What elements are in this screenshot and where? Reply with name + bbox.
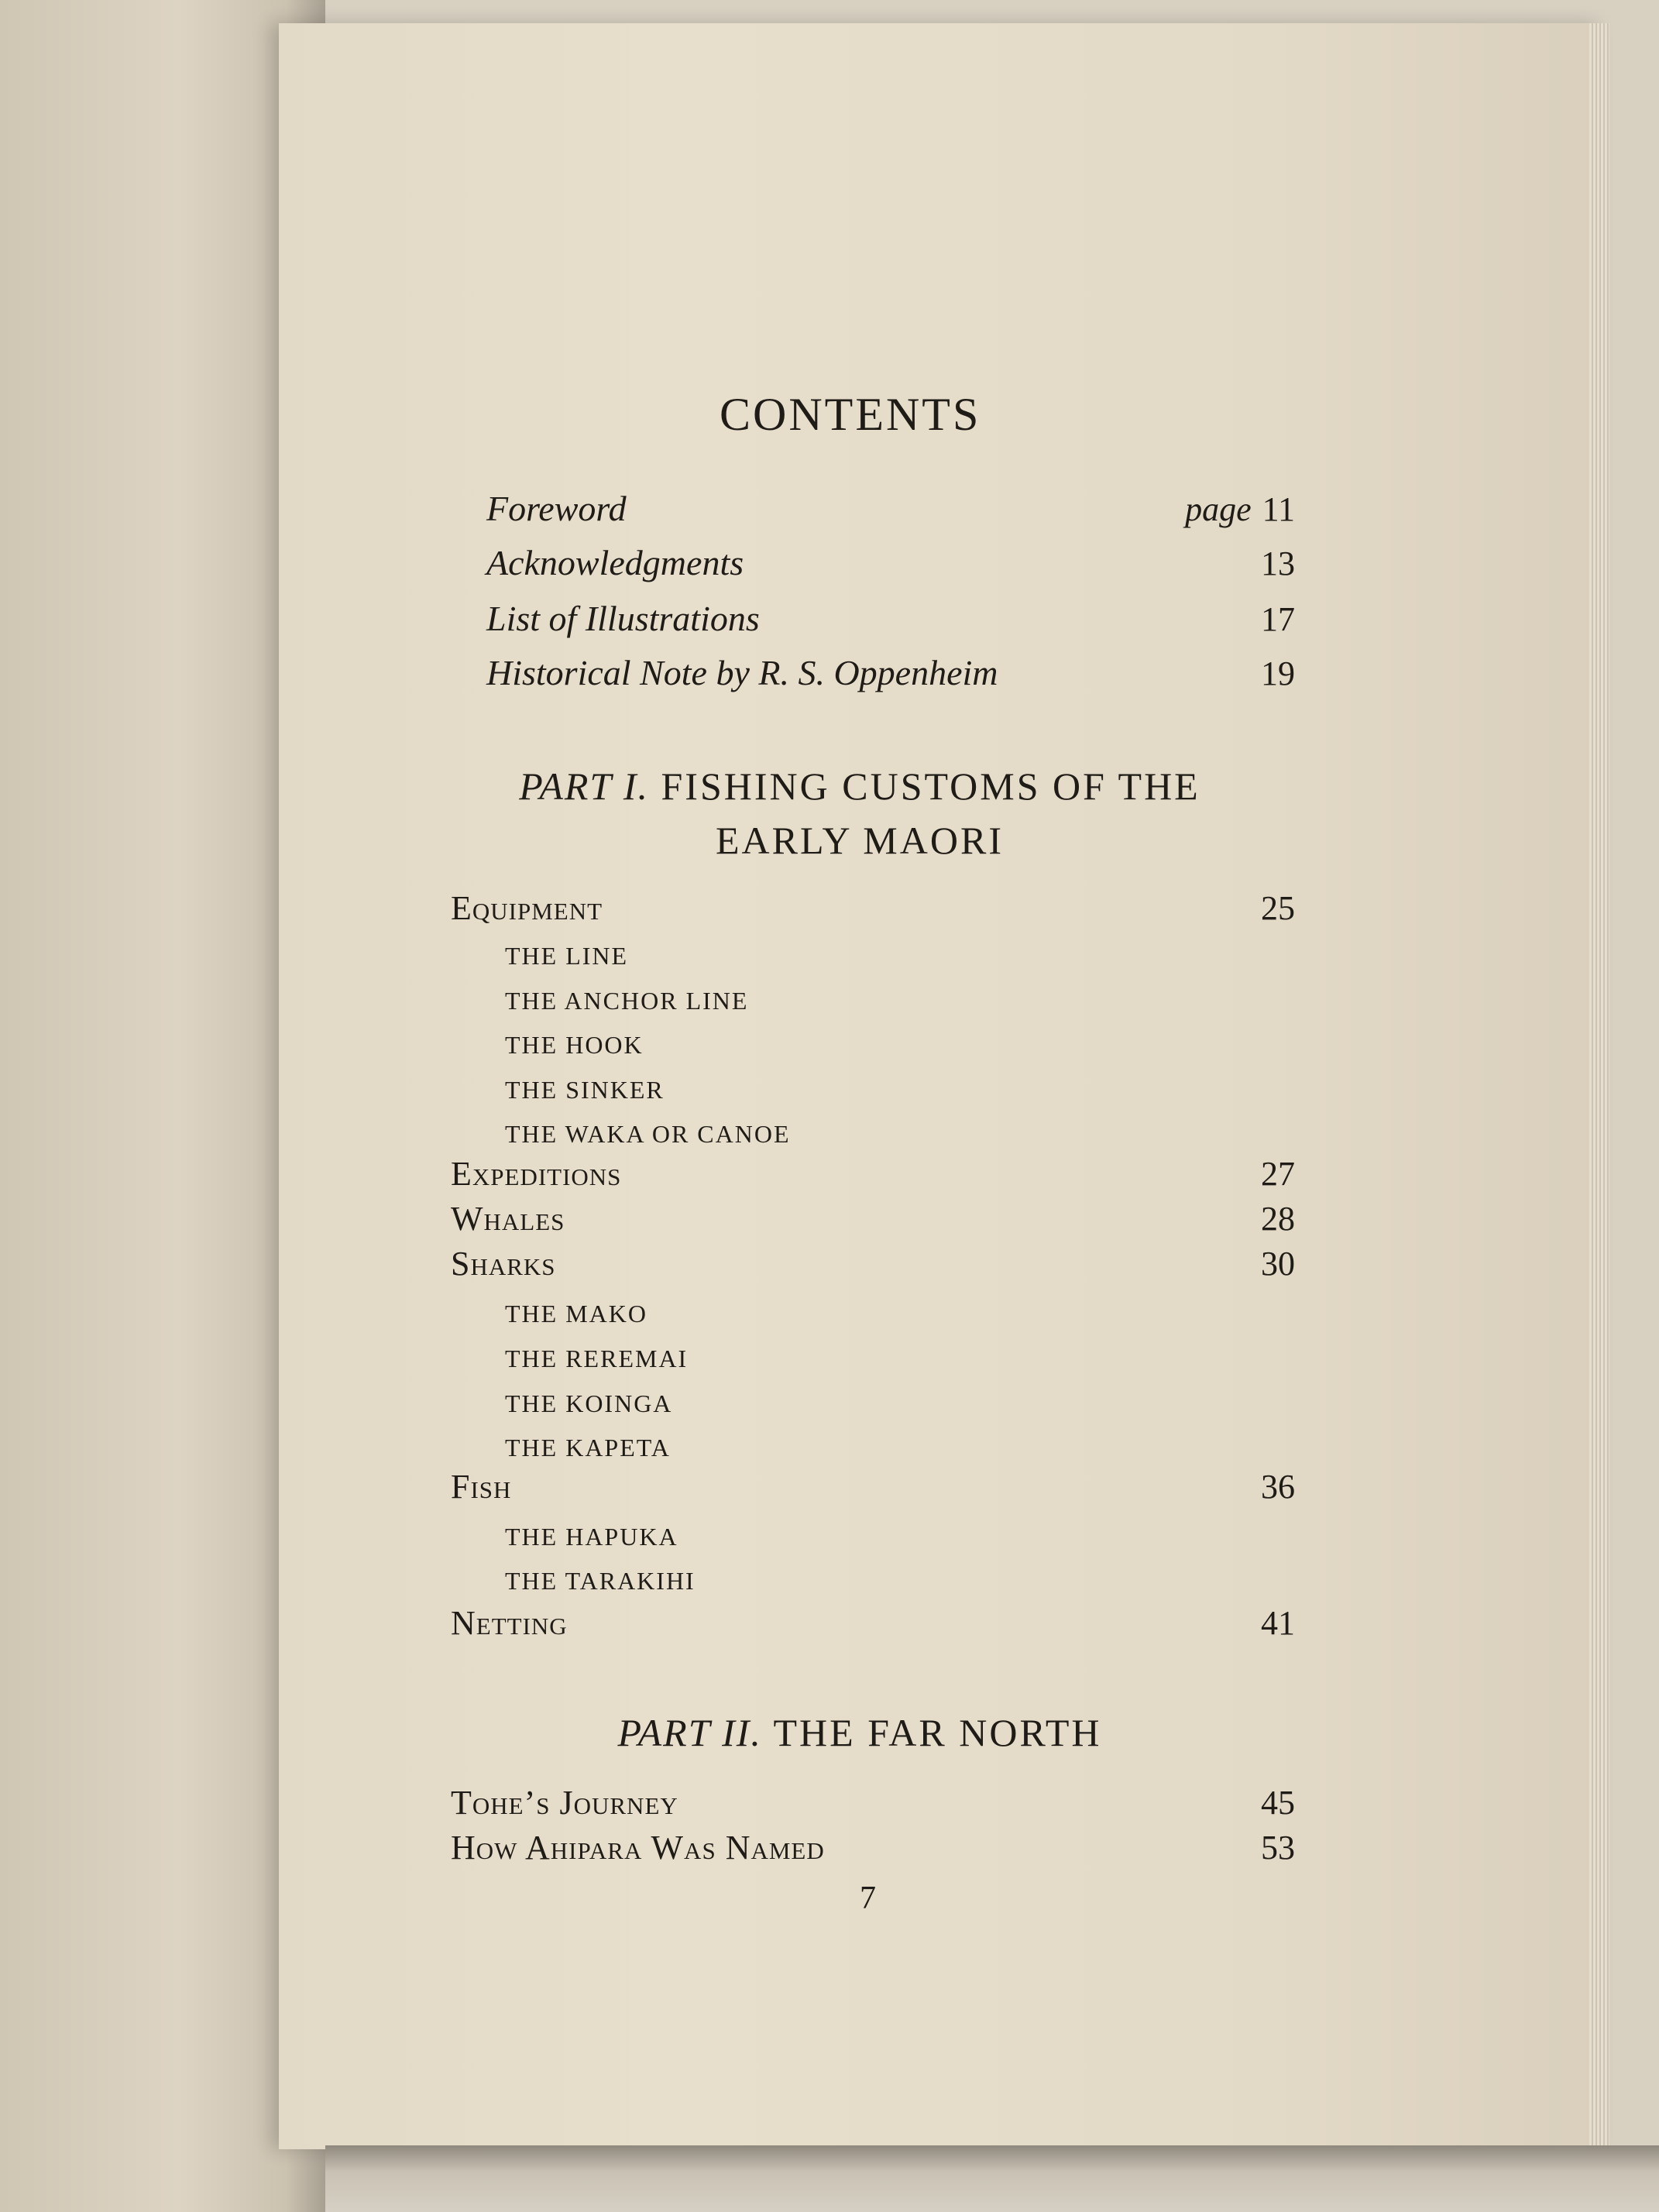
toc-entry-title: List of Illustrations (486, 599, 760, 638)
toc-subsection (0, 1547, 1659, 1593)
toc-subsection (0, 1324, 1659, 1371)
toc-section-fish (0, 1458, 1659, 1504)
toc-entry-page: 17 (1261, 600, 1295, 638)
toc-entry-title: Acknowledgments (486, 543, 744, 582)
toc-section-page: 45 (1261, 1784, 1295, 1822)
toc-section-equipment (0, 879, 1659, 926)
page-prefix: page (1185, 490, 1252, 528)
toc-section-title: Whales (451, 1200, 565, 1238)
book-bottom-edge (325, 2145, 1659, 2212)
part2-label: PART II. (617, 1711, 762, 1754)
toc-subsection-title: THE SINKER (505, 1076, 665, 1104)
toc-section-netting (0, 1594, 1659, 1640)
toc-subsection-title: THE KOINGA (505, 1389, 673, 1417)
toc-entry-page: 13 (1261, 544, 1295, 582)
toc-subsection (0, 1011, 1659, 1057)
toc-subsection-title: THE ANCHOR LINE (505, 987, 749, 1015)
contents-title: CONTENTS (720, 389, 981, 440)
toc-section-page: 53 (1261, 1829, 1295, 1867)
page-number: 7 (860, 1881, 876, 1916)
toc-entry-title: Historical Note by R. S. Oppenheim (486, 653, 998, 692)
toc-section-title: Equipment (451, 889, 603, 927)
toc-section-title: Tohe’s Journey (451, 1784, 678, 1822)
part1-title-line2: EARLY MAORI (716, 819, 1004, 862)
toc-section-title: Expeditions (451, 1155, 622, 1193)
toc-subsection-title: THE TARAKIHI (505, 1567, 696, 1595)
part2-heading (434, 1713, 1286, 1752)
toc-entry-page: page 11 (1185, 490, 1295, 528)
toc-section-whales (0, 1190, 1659, 1236)
toc-section-page: 28 (1261, 1200, 1295, 1238)
part1-heading (434, 764, 1286, 808)
toc-subsection-title: THE REREMAI (505, 1345, 689, 1372)
toc-section-page: 25 (1261, 889, 1295, 927)
toc-subsection (0, 1279, 1659, 1326)
part2-title: THE FAR NORTH (773, 1711, 1102, 1754)
toc-subsection-title: THE HAPUKA (505, 1523, 678, 1551)
toc-subsection-title: THE KAPETA (505, 1434, 671, 1462)
toc-entry-historical-note (0, 644, 1659, 691)
toc-section-title: Netting (451, 1604, 568, 1642)
toc-subsection-title: THE LINE (505, 942, 629, 970)
part1-heading-line2 (434, 821, 1286, 860)
toc-subsection-title: THE WAKA OR CANOE (505, 1120, 791, 1148)
toc-subsection (0, 1369, 1659, 1416)
toc-section-page: 27 (1261, 1155, 1295, 1193)
toc-subsection (0, 1056, 1659, 1102)
toc-entry-list-of-illustrations (0, 590, 1659, 637)
toc-section-tohes-journey (0, 1774, 1659, 1820)
toc-section-title: Sharks (451, 1245, 556, 1283)
toc-section-sharks (0, 1235, 1659, 1281)
toc-subsection-title: THE MAKO (505, 1300, 647, 1328)
toc-section-page: 36 (1261, 1468, 1295, 1506)
toc-entry-page: 19 (1261, 654, 1295, 692)
toc-section-page: 30 (1261, 1245, 1295, 1283)
toc-section-title: How Ahipara Was Named (451, 1829, 825, 1867)
toc-entry-foreword (0, 480, 1659, 527)
part1-label: PART I. (519, 764, 649, 808)
toc-subsection (0, 1503, 1659, 1549)
toc-section-how-ahipara-was-named (0, 1819, 1659, 1865)
toc-subsection (0, 1413, 1659, 1460)
toc-section-title: Fish (451, 1468, 512, 1506)
toc-subsection (0, 1100, 1659, 1146)
toc-subsection-title: THE HOOK (505, 1031, 644, 1059)
toc-section-expeditions (0, 1145, 1659, 1191)
part1-title-line1: FISHING CUSTOMS OF THE (661, 764, 1200, 808)
toc-section-page: 41 (1261, 1604, 1295, 1642)
toc-subsection (0, 922, 1659, 968)
toc-entry-acknowledgments (0, 534, 1659, 581)
toc-entry-title: Foreword (486, 489, 627, 528)
toc-subsection (0, 967, 1659, 1013)
